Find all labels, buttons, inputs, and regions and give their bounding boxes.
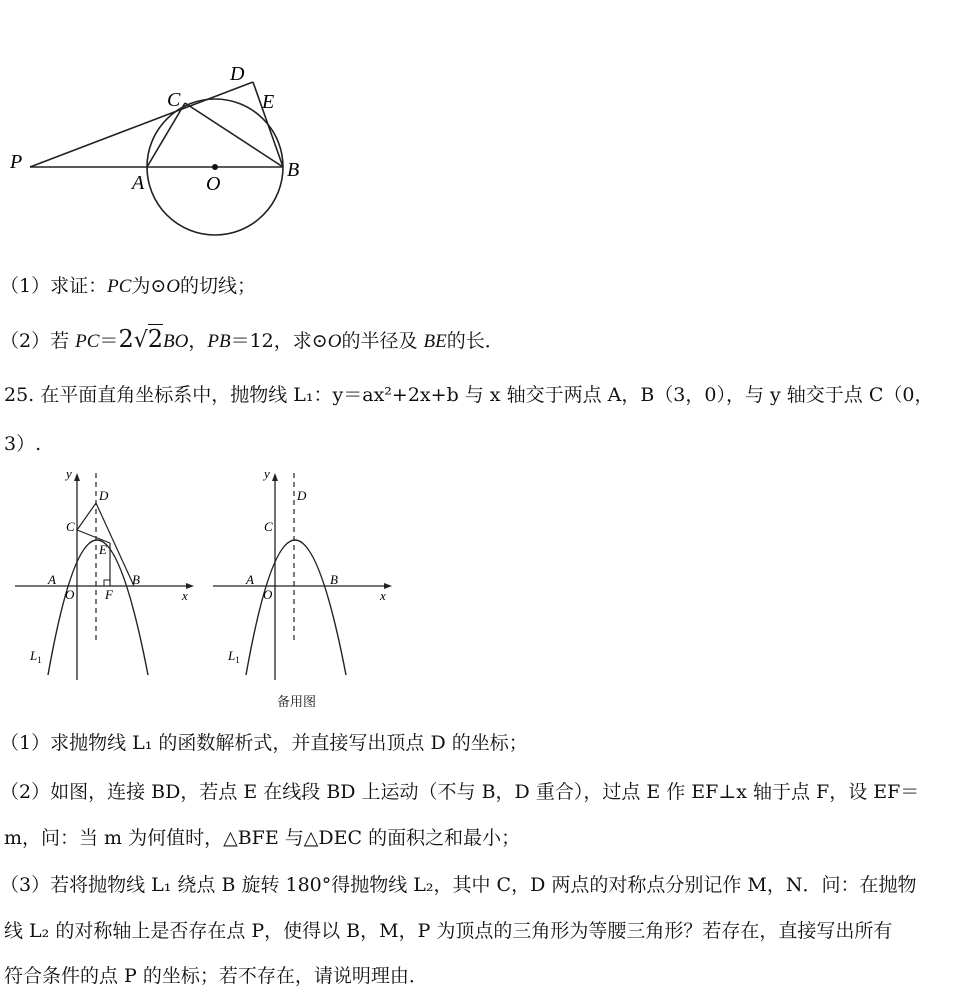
- label-e: E: [99, 542, 107, 557]
- text: ＝12，求⊙: [230, 330, 328, 352]
- label-c: C: [264, 519, 273, 534]
- label-a: A: [246, 572, 254, 587]
- parabola-l1: [48, 540, 148, 675]
- center-dot: [212, 164, 218, 170]
- label-d: D: [230, 63, 245, 85]
- circle-geometry-figure: [0, 55, 330, 255]
- q25-intro-line1: 25. 在平面直角坐标系中，抛物线 L₁：y＝ax²+2x+b 与 x 轴交于两点 A，B（3，0），与 y 轴交于点 C（0，: [4, 384, 934, 406]
- label-o: O: [65, 587, 75, 602]
- label-o: O: [206, 173, 221, 195]
- text: （2）若: [0, 330, 76, 352]
- label-b: B: [330, 572, 338, 587]
- q24-part2: [0, 326, 504, 355]
- q25-part3-line3: 符合条件的点 P 的坐标；若不存在，请说明理由．: [4, 965, 428, 987]
- label-b: B: [132, 572, 140, 587]
- text: BO: [163, 331, 189, 352]
- label-y: y: [66, 466, 72, 481]
- label-e: E: [262, 91, 275, 113]
- text: 2: [147, 325, 164, 353]
- label-x: x: [182, 588, 188, 603]
- parabola-l1: [246, 540, 346, 675]
- figure-caption: 备用图: [277, 694, 317, 709]
- text: （1）求证：: [0, 275, 108, 297]
- text: O: [166, 276, 181, 297]
- label-a: A: [48, 572, 56, 587]
- label-f: F: [105, 587, 113, 602]
- text: ，: [188, 330, 208, 352]
- label-a: A: [132, 172, 145, 194]
- text: 2: [118, 325, 134, 353]
- label-c: C: [66, 519, 75, 534]
- label-l1: $L_1$: [228, 648, 240, 665]
- y-axis-arrow: [272, 473, 278, 481]
- text: O: [327, 331, 342, 352]
- q25-part2-line2: m，问：当 m 为何值时，△BFE 与△DEC 的面积之和最小；: [4, 827, 521, 849]
- label-p: P: [10, 151, 23, 173]
- segment-pd: [30, 82, 253, 167]
- label-o: O: [263, 587, 273, 602]
- label-y: y: [264, 466, 270, 481]
- radical-sign: √: [133, 328, 148, 353]
- right-angle-mark: [104, 580, 110, 586]
- label-d: D: [297, 488, 307, 503]
- q25-part2-line1: （2）如图，连接 BD，若点 E 在线段 BD 上运动（不与 B，D 重合），过点 E 作 EF⊥x 轴于点 F，设 EF＝: [0, 781, 920, 803]
- q25-intro-line2: 3）.: [4, 433, 42, 455]
- y-axis-arrow: [74, 473, 80, 481]
- text: BE: [423, 331, 447, 352]
- label-c: C: [167, 89, 181, 111]
- segment-cd: [77, 503, 96, 530]
- text: PC: [107, 276, 132, 297]
- label-d: D: [99, 488, 109, 503]
- text: 的长．: [446, 330, 504, 352]
- text: 的半径及: [341, 330, 424, 352]
- parabola-figure-spare: [208, 465, 398, 685]
- text: 为⊙: [131, 275, 167, 297]
- label-b: B: [287, 159, 300, 181]
- q25-part3-line2: 线 L₂ 的对称轴上是否存在点 P，使得以 B，M，P 为顶点的三角形为等腰三角形？若存在，直接写出所有: [4, 920, 893, 942]
- parabola-figure-main: [10, 465, 200, 685]
- label-x: x: [380, 588, 386, 603]
- text: PB: [207, 331, 231, 352]
- label-l1: $L_1$: [30, 648, 42, 665]
- q24-part1: [0, 273, 256, 300]
- segment-ca: [147, 103, 185, 167]
- text: 的切线；: [180, 275, 257, 297]
- sqrt-expression: [118, 326, 163, 354]
- text: PC: [75, 331, 100, 352]
- q25-part3-line1: （3）若将抛物线 L₁ 绕点 B 旋转 180°得抛物线 L₂，其中 C，D 两点的对称点分别记作 M，N．问：在抛物: [0, 874, 917, 896]
- text: ＝: [99, 330, 119, 352]
- q25-part1: （1）求抛物线 L₁ 的函数解析式，并直接写出顶点 D 的坐标；: [0, 732, 528, 754]
